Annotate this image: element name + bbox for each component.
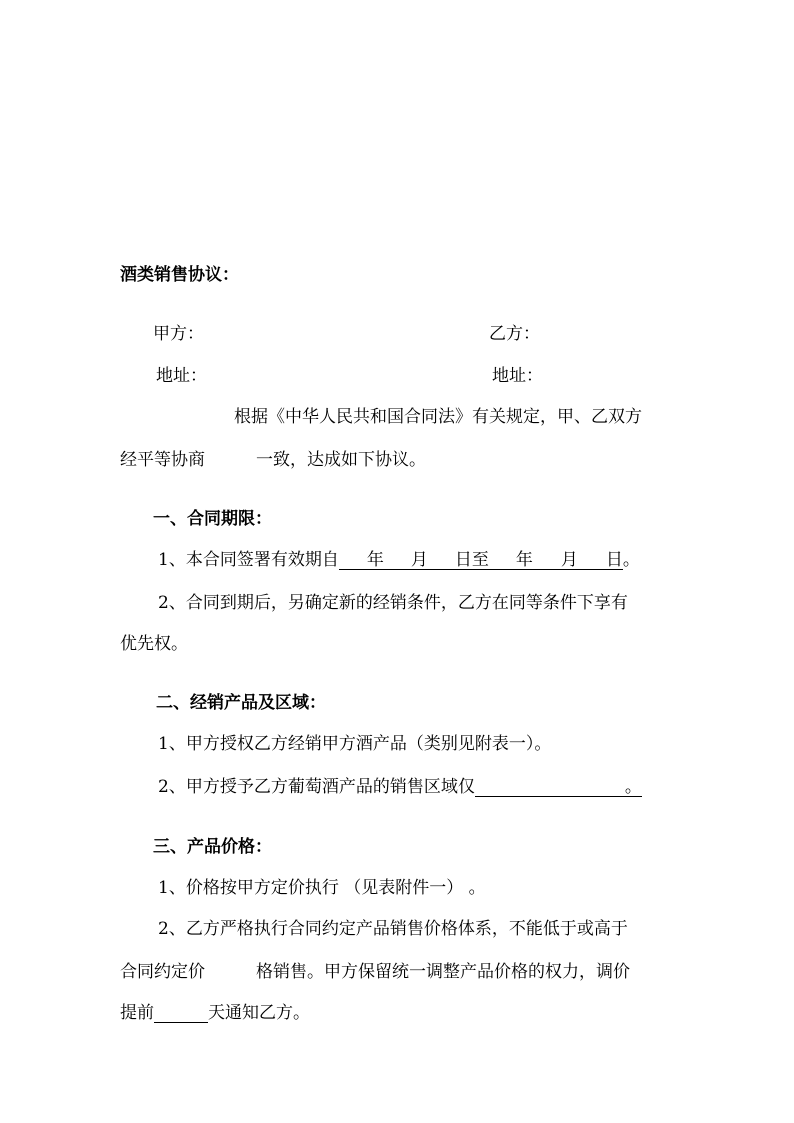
section-3-item-1: 1、价格按甲方定价执行 （见表附件一） 。	[158, 878, 486, 898]
section-2-heading: 二、经销产品及区域：	[156, 693, 326, 713]
region-prefix: 2、甲方授予乙方葡萄酒产品的销售区域仅	[158, 777, 475, 797]
term-start-day: 日至	[454, 550, 489, 570]
section-2-item-1: 1、甲方授权乙方经销甲方酒产品（类别见附表一）。	[158, 734, 552, 754]
term-end-year: 年	[515, 550, 533, 570]
section-1-item-2-line-2: 优先权。	[120, 634, 188, 654]
section-3-item-2-line-3	[120, 1002, 310, 1024]
region-blank	[475, 778, 642, 797]
party-a-label: 甲方：	[153, 324, 204, 344]
preamble-line-1: 根据《中华人民共和国合同法》有关规定，甲、乙双方	[234, 407, 642, 427]
term-start-month: 月	[410, 550, 428, 570]
notice-suffix: 天通知乙方。	[208, 1003, 310, 1023]
section-1-heading: 一、合同期限：	[153, 509, 272, 529]
section-2-item-2	[158, 776, 642, 798]
notice-days-blank	[154, 1004, 208, 1023]
price-text-a: 合同约定价	[120, 962, 205, 982]
term-end-day: 日	[605, 550, 623, 570]
address-b-label: 地址：	[492, 366, 543, 386]
notice-prefix: 提前	[120, 1003, 154, 1023]
document-title: 酒类销售协议：	[120, 265, 239, 285]
term-end-month: 月	[560, 550, 578, 570]
address-a-label: 地址：	[156, 366, 207, 386]
preamble-negotiation: 经平等协商	[120, 450, 205, 470]
term-start-date-blank	[339, 551, 489, 570]
section-3-item-2-line-2	[120, 961, 630, 983]
section-3-item-2-line-1: 2、乙方严格执行合同约定产品销售价格体系，不能低于或高于	[158, 919, 628, 939]
term-start-year: 年	[366, 550, 384, 570]
section-1-item-1	[158, 549, 640, 571]
preamble-agreement: 一致，达成如下协议。	[256, 450, 426, 470]
term-end-date-blank	[489, 551, 623, 570]
term-prefix: 1、本合同签署有效期自	[158, 550, 339, 570]
term-end-period: 。	[622, 550, 640, 570]
section-1-item-2-line-1: 2、合同到期后，另确定新的经销条件，乙方在同等条件下享有	[158, 593, 628, 613]
party-b-label: 乙方：	[489, 324, 540, 344]
section-3-heading: 三、产品价格：	[153, 837, 272, 857]
region-period: 。	[624, 777, 642, 797]
price-text-b: 格销售。甲方保留统一调整产品价格的权力，调价	[256, 962, 630, 982]
preamble-line-2	[120, 449, 426, 471]
